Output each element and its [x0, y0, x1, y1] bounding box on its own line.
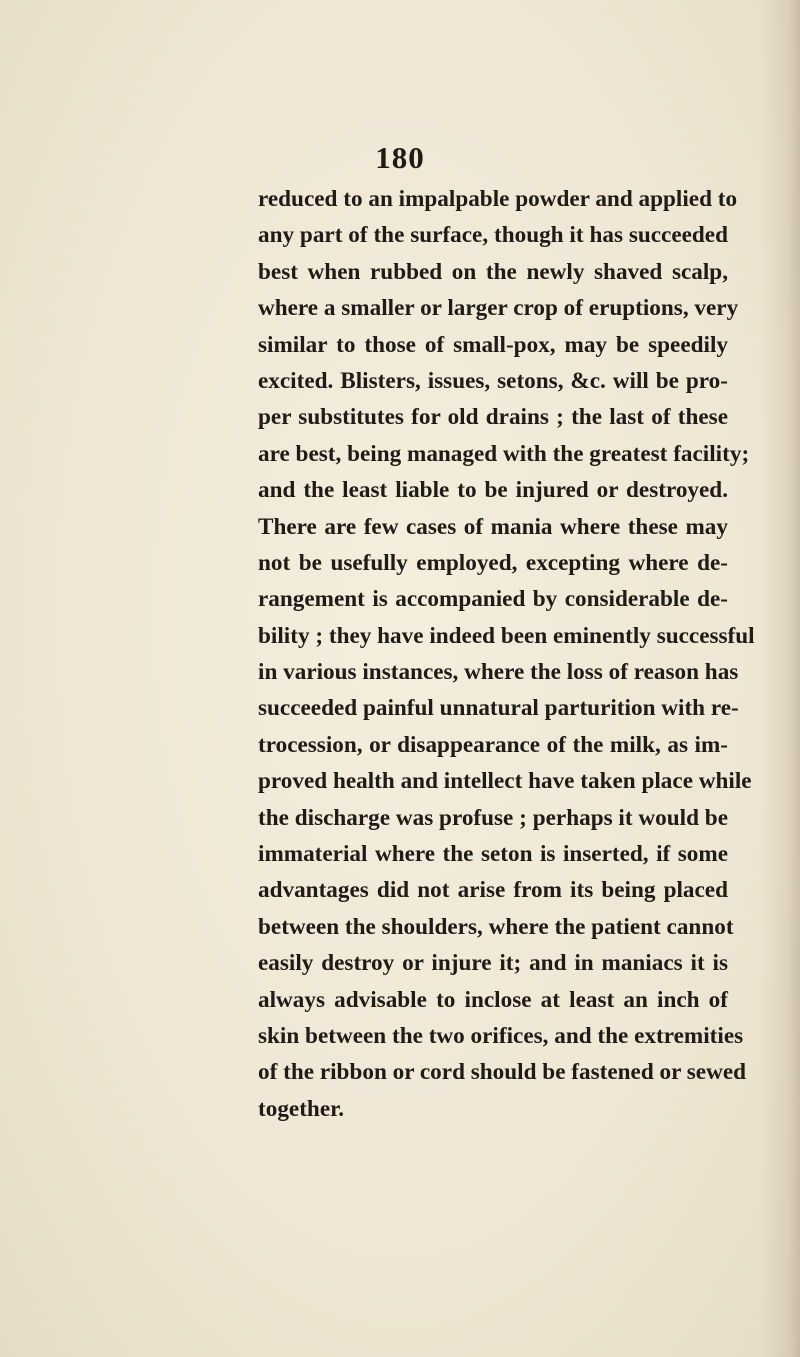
text-line: proved health and intellect have taken place while [258, 768, 752, 795]
body-text [258, 181, 755, 1127]
text-line: are best, being managed with the greatest facility; [258, 440, 750, 467]
text-line: per substitutes for old drains ; the last of these [258, 404, 728, 431]
text-line: of the ribbon or cord should be fastened or sewed [258, 1059, 747, 1086]
text-line: reduced to an impalpable powder and applied to [258, 186, 738, 212]
page-number: 180 [375, 140, 425, 175]
text-line: trocession, or disappearance of the milk, as im- [258, 731, 728, 758]
text-line: similar to those of small-pox, may be speedily [258, 331, 728, 358]
text-line: and the least liable to be injured or destroyed. [258, 477, 728, 504]
text-line: not be usefully employed, excepting where de- [258, 549, 728, 576]
text-line: advantages did not arise from its being placed [258, 877, 728, 904]
text-line: best when rubbed on the newly shaved scalp, [258, 258, 728, 285]
text-line: immaterial where the seton is inserted, if some [258, 841, 728, 868]
text-line: rangement is accompanied by considerable de- [258, 586, 728, 613]
text-line: together. [258, 1095, 345, 1122]
text-line: where a smaller or larger crop of eruptions, very [258, 295, 739, 322]
text-line: any part of the surface, though it has succeeded [258, 222, 728, 249]
text-line: always advisable to inclose at least an inch of [258, 986, 728, 1013]
text-line: between the shoulders, where the patient cannot [258, 913, 734, 940]
page-edge-shadow [760, 0, 800, 1357]
text-line: the discharge was profuse ; perhaps it would be [258, 804, 728, 831]
text-line: easily destroy or injure it; and in maniacs it is [258, 950, 728, 977]
text-line: There are few cases of mania where these may [258, 513, 728, 540]
text-line: skin between the two orifices, and the extremities [258, 1022, 744, 1049]
text-line: succeeded painful unnatural parturition with re- [258, 695, 739, 722]
text-line: excited. Blisters, issues, setons, &c. will be pro- [258, 367, 728, 394]
text-line: bility ; they have indeed been eminently successful [258, 622, 755, 649]
text-line: in various instances, where the loss of reason has [258, 659, 739, 686]
